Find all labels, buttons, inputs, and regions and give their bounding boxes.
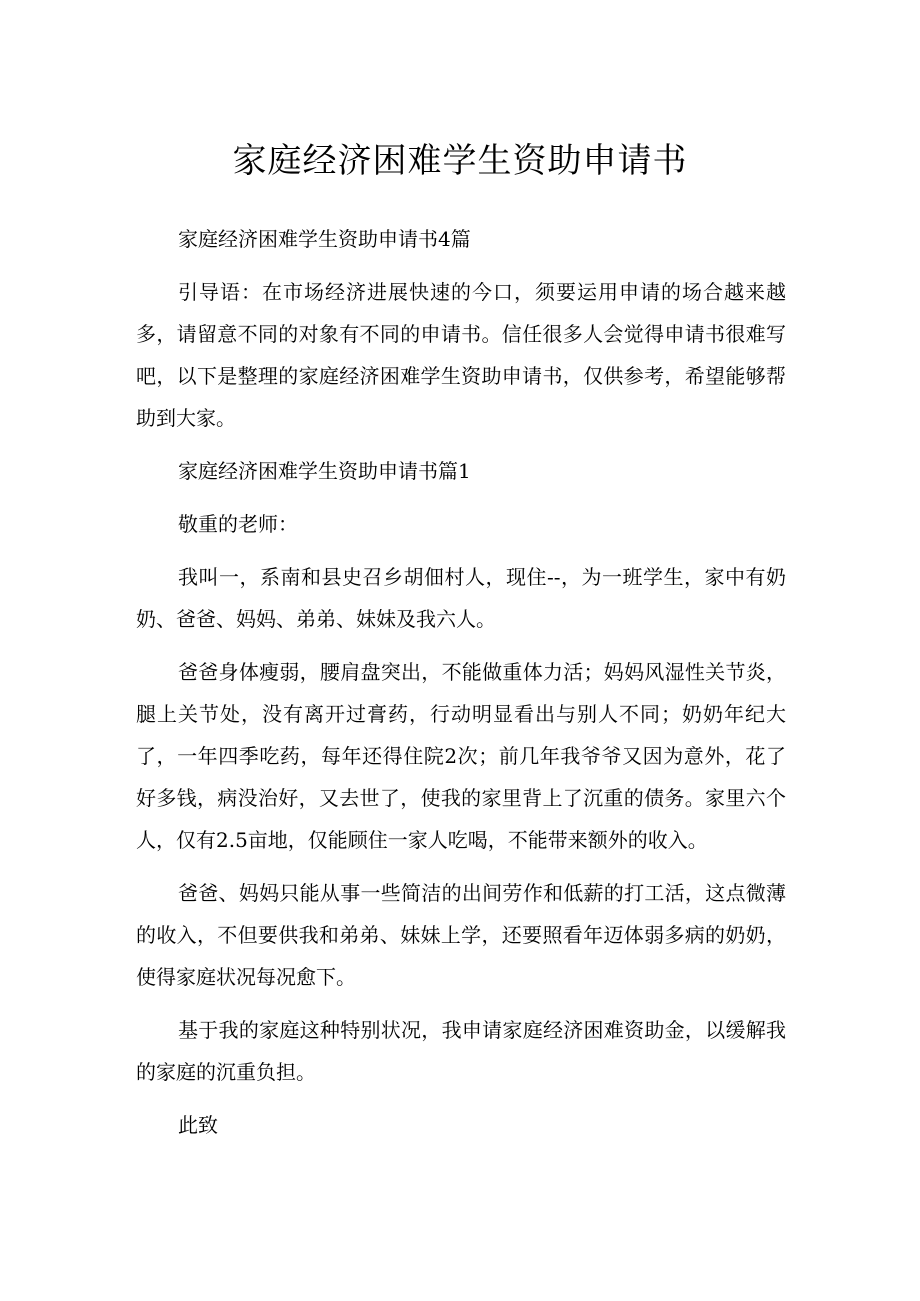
intro-paragraph: 引导语：在市场经济进展快速的今口，须要运用申请的场合越来越多，请留意不同的对象有不同的申请书。信任很多人会觉得申请书很难写吧，以下是整理的家庭经济困难学生资助申请书，仅供参考，希望能够帮助到大家。 bbox=[136, 280, 786, 430]
document-body bbox=[136, 218, 786, 1157]
closing-paragraph: 此致 bbox=[178, 1113, 218, 1137]
salutation-paragraph: 敬重的老师： bbox=[178, 512, 298, 536]
subtitle-paragraph: 家庭经济困难学生资助申请书4篇 bbox=[178, 227, 471, 251]
body-paragraph: 基于我的家庭这种特别状况，我申请家庭经济困难资助金，以缓解我的家庭的沉重负担。 bbox=[136, 1018, 786, 1084]
body-paragraph: 爸爸身体瘦弱，腰肩盘突出，不能做重体力活；妈妈风湿性关节炎，腿上关节处，没有离开过膏药，行动明显看出与别人不同；奶奶年纪大了，一年四季吃药，每年还得住院2次；前几年我爷爷又因为意外，花了好多钱，病没治好，又去世了，使我的家里背上了沉重的债务。家里六个人，仅有2.5亩地，仅能顾住一家人吃喝，不能带来额外的收入。 bbox=[136, 660, 786, 852]
body-paragraph: 我叫一，系南和县史召乡胡佃村人，现住--，为一班学生，家中有奶奶、爸爸、妈妈、弟弟、妹妹及我六人。 bbox=[136, 565, 786, 631]
page-title: 家庭经济困难学生资助申请书 bbox=[232, 141, 688, 181]
body-paragraph: 爸爸、妈妈只能从事一些简洁的出间劳作和低薪的打工活，这点微薄的收入，不但要供我和弟弟、妹妹上学，还要照看年迈体弱多病的奶奶，使得家庭状况每况愈下。 bbox=[136, 881, 786, 989]
section-heading-paragraph: 家庭经济困难学生资助申请书篇1 bbox=[178, 459, 471, 483]
